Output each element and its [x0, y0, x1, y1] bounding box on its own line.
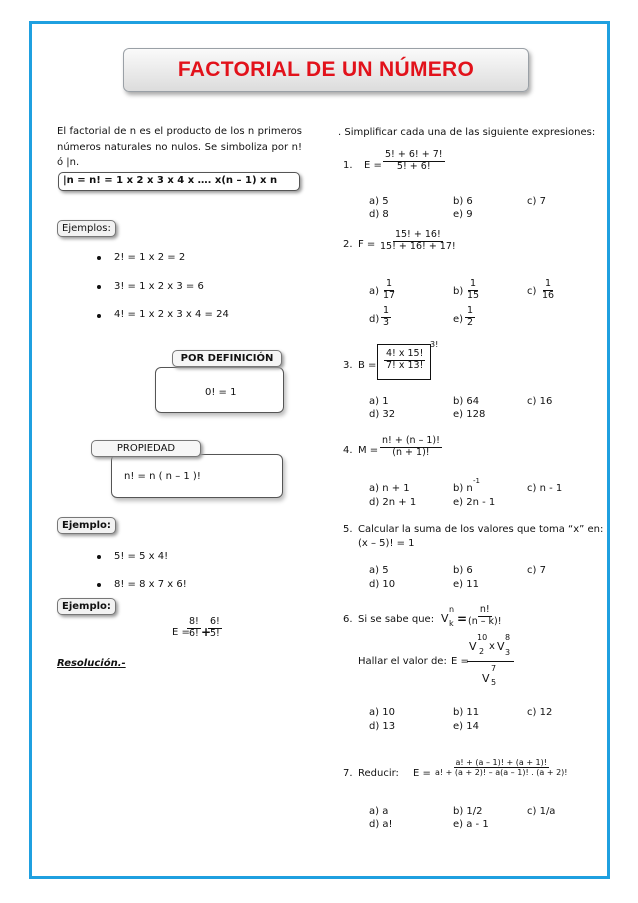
problem-number: 1. [343, 160, 353, 171]
definition-card-value: 0! = 1 [205, 387, 237, 398]
numerator: a! + (a – 1)! + (a + 1)! [455, 758, 547, 767]
bullet [97, 555, 101, 559]
example-item: 2! = 1 x 2 = 2 [114, 252, 186, 263]
superscript: -1 [473, 477, 480, 485]
problem-text: Si se sabe que: [358, 614, 435, 625]
superscript: 8 [505, 633, 511, 642]
definition-card-title: POR DEFINICIÓN [172, 350, 282, 367]
denominator: 7! x 13! [386, 359, 424, 371]
option-fraction [381, 306, 391, 329]
example2-frac2 [208, 617, 222, 640]
problem-lhs: E = [413, 768, 431, 779]
numerator: n! [479, 604, 490, 615]
example-item: 4! = 1 x 2 x 3 x 4 = 24 [114, 309, 229, 320]
option: a) a [369, 806, 389, 817]
fraction-bar [467, 661, 514, 662]
denominator: (n – k)! [468, 615, 502, 627]
problem-text: Calcular la suma de los valores que toma “x” en: [358, 524, 604, 535]
option-fraction [540, 279, 556, 302]
problem2-fraction [378, 230, 458, 253]
option-label: c) [527, 286, 537, 297]
numerator: 1 [470, 278, 477, 289]
problem-number: 3. [343, 360, 353, 371]
example1-item: 5! = 5 x 4! [114, 551, 169, 562]
problem4-fraction [380, 436, 442, 459]
problem-lhs: E = [451, 656, 469, 667]
superscript: 7 [491, 664, 497, 673]
variation-symbol: V [497, 640, 505, 653]
option: c) n - 1 [527, 483, 563, 494]
subscript: k [449, 619, 454, 628]
bullet [97, 285, 101, 289]
option: c) 16 [527, 396, 553, 407]
problem-text: (x – 5)! = 1 [358, 538, 415, 549]
option: e) a - 1 [453, 819, 489, 830]
bullet [97, 256, 101, 260]
option: d) 2n + 1 [369, 497, 417, 508]
variation-symbol: V [469, 640, 477, 653]
option: a) n + 1 [369, 483, 410, 494]
option: b) 64 [453, 396, 480, 407]
denominator: 16 [542, 289, 555, 301]
problem-number: 4. [343, 445, 353, 456]
option: c) 12 [527, 707, 553, 718]
denominator: 5! + 6! [396, 160, 431, 172]
problem-lhs: E = [364, 160, 382, 171]
problem-text: Reducir: [358, 768, 399, 779]
option: b) 11 [453, 707, 480, 718]
superscript: n [449, 605, 455, 614]
option: a) 5 [369, 196, 389, 207]
denominator: 5! [210, 627, 220, 639]
option: e) 2n - 1 [453, 497, 496, 508]
option: e) 11 [453, 579, 479, 590]
option: e) 128 [453, 409, 486, 420]
example1-label: Ejemplo: [57, 517, 116, 534]
page-title: FACTORIAL DE UN NÚMERO [177, 58, 475, 81]
numerator: 1 [386, 278, 393, 289]
subscript: 2 [479, 647, 485, 656]
subscript: 3 [505, 648, 511, 657]
numerator: 8! [189, 616, 199, 627]
option: a) 5 [369, 565, 389, 576]
denominator: (n + 1)! [392, 446, 430, 458]
exponent: 3! [430, 340, 439, 349]
option-label: b) [453, 286, 464, 297]
intro-text: El factorial de n es el producto de los n primeros números naturales no nulos. Se simboliza por n! ó |n. [57, 126, 302, 168]
option: a) 1 [369, 396, 389, 407]
problem-number: 7. [343, 768, 353, 779]
option: b) 1/2 [453, 806, 483, 817]
option: d) 8 [369, 209, 389, 220]
example2-lhs: E = [172, 627, 190, 638]
option: c) 7 [527, 196, 546, 207]
bullet [97, 314, 101, 318]
option: b) 6 [453, 565, 473, 576]
denominator: a! + (a + 2)! – a(a – 1)! . (a + 2)! [435, 768, 568, 778]
problem-lhs: B = [358, 360, 377, 371]
denominator: 17 [383, 289, 396, 301]
option: e) 14 [453, 721, 479, 732]
option: c) 1/a [527, 806, 556, 817]
variation-symbol: V [441, 612, 449, 625]
plus-sign: + [201, 625, 212, 639]
option: b) n [453, 483, 473, 494]
times-sign: x [489, 641, 495, 652]
variation-fraction [466, 605, 504, 628]
problem-number: 2. [343, 239, 353, 250]
option: d) 13 [369, 721, 396, 732]
resolution-label: Resolución.- [57, 658, 126, 669]
definition-line: |n = n! = 1 x 2 x 3 x 4 x …. x(n – 1) x n [63, 175, 278, 186]
problem3-fraction [384, 349, 425, 372]
problem-number: 5. [343, 524, 353, 535]
denominator: 6! [189, 627, 199, 639]
example1-item: 8! = 8 x 7 x 6! [114, 579, 187, 590]
example-item: 3! = 1 x 2 x 3 = 6 [114, 281, 204, 292]
property-card-title: PROPIEDAD [91, 440, 201, 457]
problem-lhs: F = [358, 239, 376, 250]
problem-lhs: M = [358, 445, 379, 456]
denominator: 15 [467, 289, 480, 301]
numerator: 6! [210, 616, 220, 627]
problem7-fraction [433, 758, 570, 777]
option: b) 6 [453, 196, 473, 207]
option: a) 10 [369, 707, 395, 718]
option: d) 32 [369, 409, 396, 420]
denominator: 15! + 16! + 17! [380, 240, 456, 252]
option-fraction [465, 306, 475, 329]
numerator: 1 [383, 305, 390, 316]
variation-symbol: V [482, 672, 490, 685]
numerator: 1 [545, 278, 552, 289]
numerator: 5! + 6! + 7! [385, 149, 443, 160]
problem1-fraction [383, 150, 445, 173]
problem-number: 6. [343, 614, 353, 625]
option: c) 7 [527, 565, 546, 576]
examples-label: Ejemplos: [57, 220, 116, 237]
option: e) 9 [453, 209, 473, 220]
definition-box [58, 172, 300, 191]
option-fraction [465, 279, 481, 302]
title-banner [123, 48, 529, 92]
property-card-value: n! = n ( n – 1 )! [124, 471, 201, 482]
option-fraction [381, 279, 397, 302]
subscript: 5 [491, 678, 497, 687]
equals-sign: = [457, 612, 468, 626]
numerator: 4! x 15! [386, 348, 424, 359]
option-label: e) [453, 314, 464, 325]
option: d) a! [369, 819, 393, 830]
superscript: 10 [477, 633, 488, 642]
instruction: . Simplificar cada una de las siguiente expresiones: [338, 127, 596, 138]
denominator: 3 [383, 316, 390, 328]
example2-frac1 [187, 617, 201, 640]
problem-text: Hallar el valor de: [358, 656, 447, 667]
numerator: 1 [467, 305, 474, 316]
numerator: n! + (n – 1)! [382, 435, 440, 446]
denominator: 2 [467, 316, 474, 328]
numerator: 15! + 16! [394, 229, 441, 240]
option-label: a) [369, 286, 380, 297]
option: d) 10 [369, 579, 396, 590]
bullet [97, 583, 101, 587]
option-label: d) [369, 314, 380, 325]
example2-label: Ejemplo: [57, 598, 116, 615]
